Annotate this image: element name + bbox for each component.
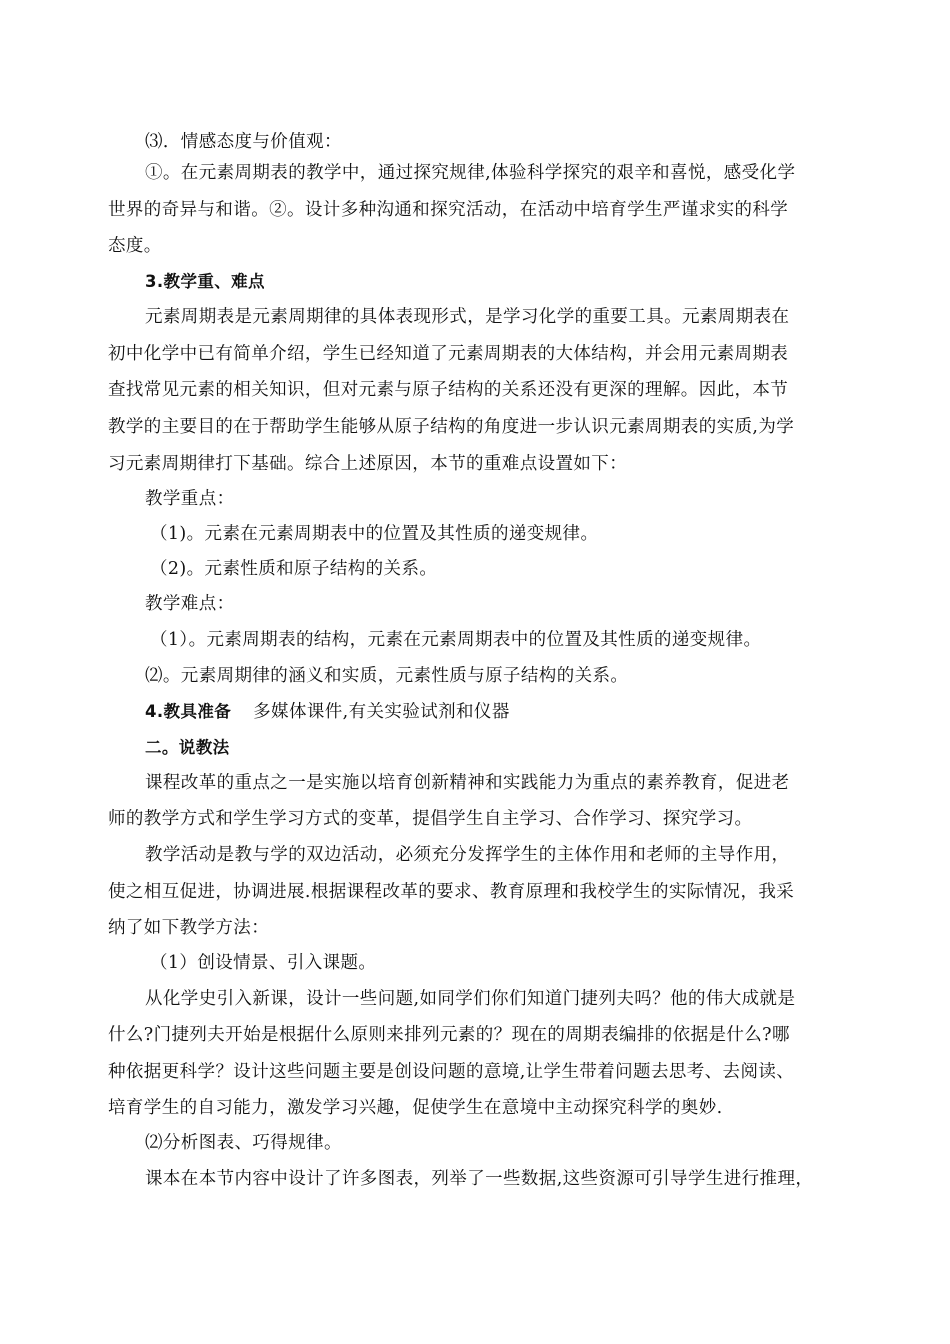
label-difficult-points: 教学难点： (145, 594, 235, 614)
paragraph-line: 世界的奇异与和谐。②。设计多种沟通和探究活动，在活动中培育学生严谨求实的科学 (108, 200, 789, 220)
paragraph-line: 初中化学中已有简单介绍，学生已经知道了元素周期表的大体结构，并会用元素周期表 (108, 344, 789, 364)
paragraph-line: 纳了如下教学方法： (108, 918, 270, 938)
paragraph-line: 查找常见元素的相关知识，但对元素与原子结构的关系还没有更深的理解。因此，本节 (108, 380, 789, 400)
list-item: （1）。元素周期表的结构，元素在元素周期表中的位置及其性质的递变规律。 (150, 630, 762, 650)
paragraph-line: 师的教学方式和学生学习方式的变革，提倡学生自主学习、合作学习、探究学习。 (108, 809, 753, 829)
paragraph-line: 种依据更科学？设计这些问题主要是创设问题的意境,让学生带着问题去思考、去阅读、 (108, 1062, 795, 1082)
list-item: ⑵分析图表、巧得规律。 (145, 1133, 342, 1153)
list-item: （1）创设情景、引入课题。 (150, 953, 377, 973)
paragraph-line: 从化学史引入新课，设计一些问题,如同学们你们知道门捷列夫吗？他的伟大成就是 (145, 989, 796, 1009)
paragraph-line: 态度。 (108, 236, 162, 256)
paragraph-line: 习元素周期律打下基础。综合上述原因，本节的重难点设置如下： (108, 454, 628, 474)
paragraph-line: 使之相互促进，协调进展.根据课程改革的要求、教育原理和我校学生的实际情况，我采 (108, 882, 795, 902)
paragraph-line: 课程改革的重点之一是实施以培育创新精神和实践能力为重点的素养教育，促进老 (145, 773, 790, 793)
teaching-aids-row (145, 700, 510, 724)
subheading-emotion-attitude: ⑶．情感态度与价值观： (145, 132, 342, 152)
list-item: ⑵。元素周期律的涵义和实质，元素性质与原子结构的关系。 (145, 666, 629, 686)
paragraph-line: 课本在本节内容中设计了许多图表，列举了一些数据,这些资源可引导学生进行推理， (145, 1169, 814, 1189)
paragraph-line: 元素周期表是元素周期律的具体表现形式，是学习化学的重要工具。元素周期表在 (145, 307, 790, 327)
paragraph-line: 什么?门捷列夫开始是根据什么原则来排列元素的？现在的周期表编排的依据是什么?哪 (108, 1025, 790, 1045)
section-heading-teaching-method: 二。说教法 (145, 738, 230, 757)
paragraph-line: 教学的主要目的在于帮助学生能够从原子结构的角度进一步认识元素周期表的实质,为学 (108, 417, 795, 437)
list-item: （2)。元素性质和原子结构的关系。 (150, 559, 438, 579)
section-heading-teaching-aids: 4.教具准备 (145, 702, 232, 721)
list-item: （1)。元素在元素周期表中的位置及其性质的递变规律。 (150, 524, 599, 544)
paragraph-line: ①。在元素周期表的教学中，通过探究规律,体验科学探究的艰辛和喜悦，感受化学 (145, 163, 796, 183)
paragraph-line: 教学活动是教与学的双边活动，必须充分发挥学生的主体作用和老师的主导作用， (145, 845, 790, 865)
paragraph-line: 培育学生的自习能力，激发学习兴趣，促使学生在意境中主动探究科学的奥妙. (108, 1098, 723, 1118)
teaching-aids-content: 多媒体课件,有关实验试剂和仪器 (253, 702, 510, 722)
section-heading-key-points: 3.教学重、难点 (145, 272, 265, 291)
label-key-points: 教学重点： (145, 489, 235, 509)
